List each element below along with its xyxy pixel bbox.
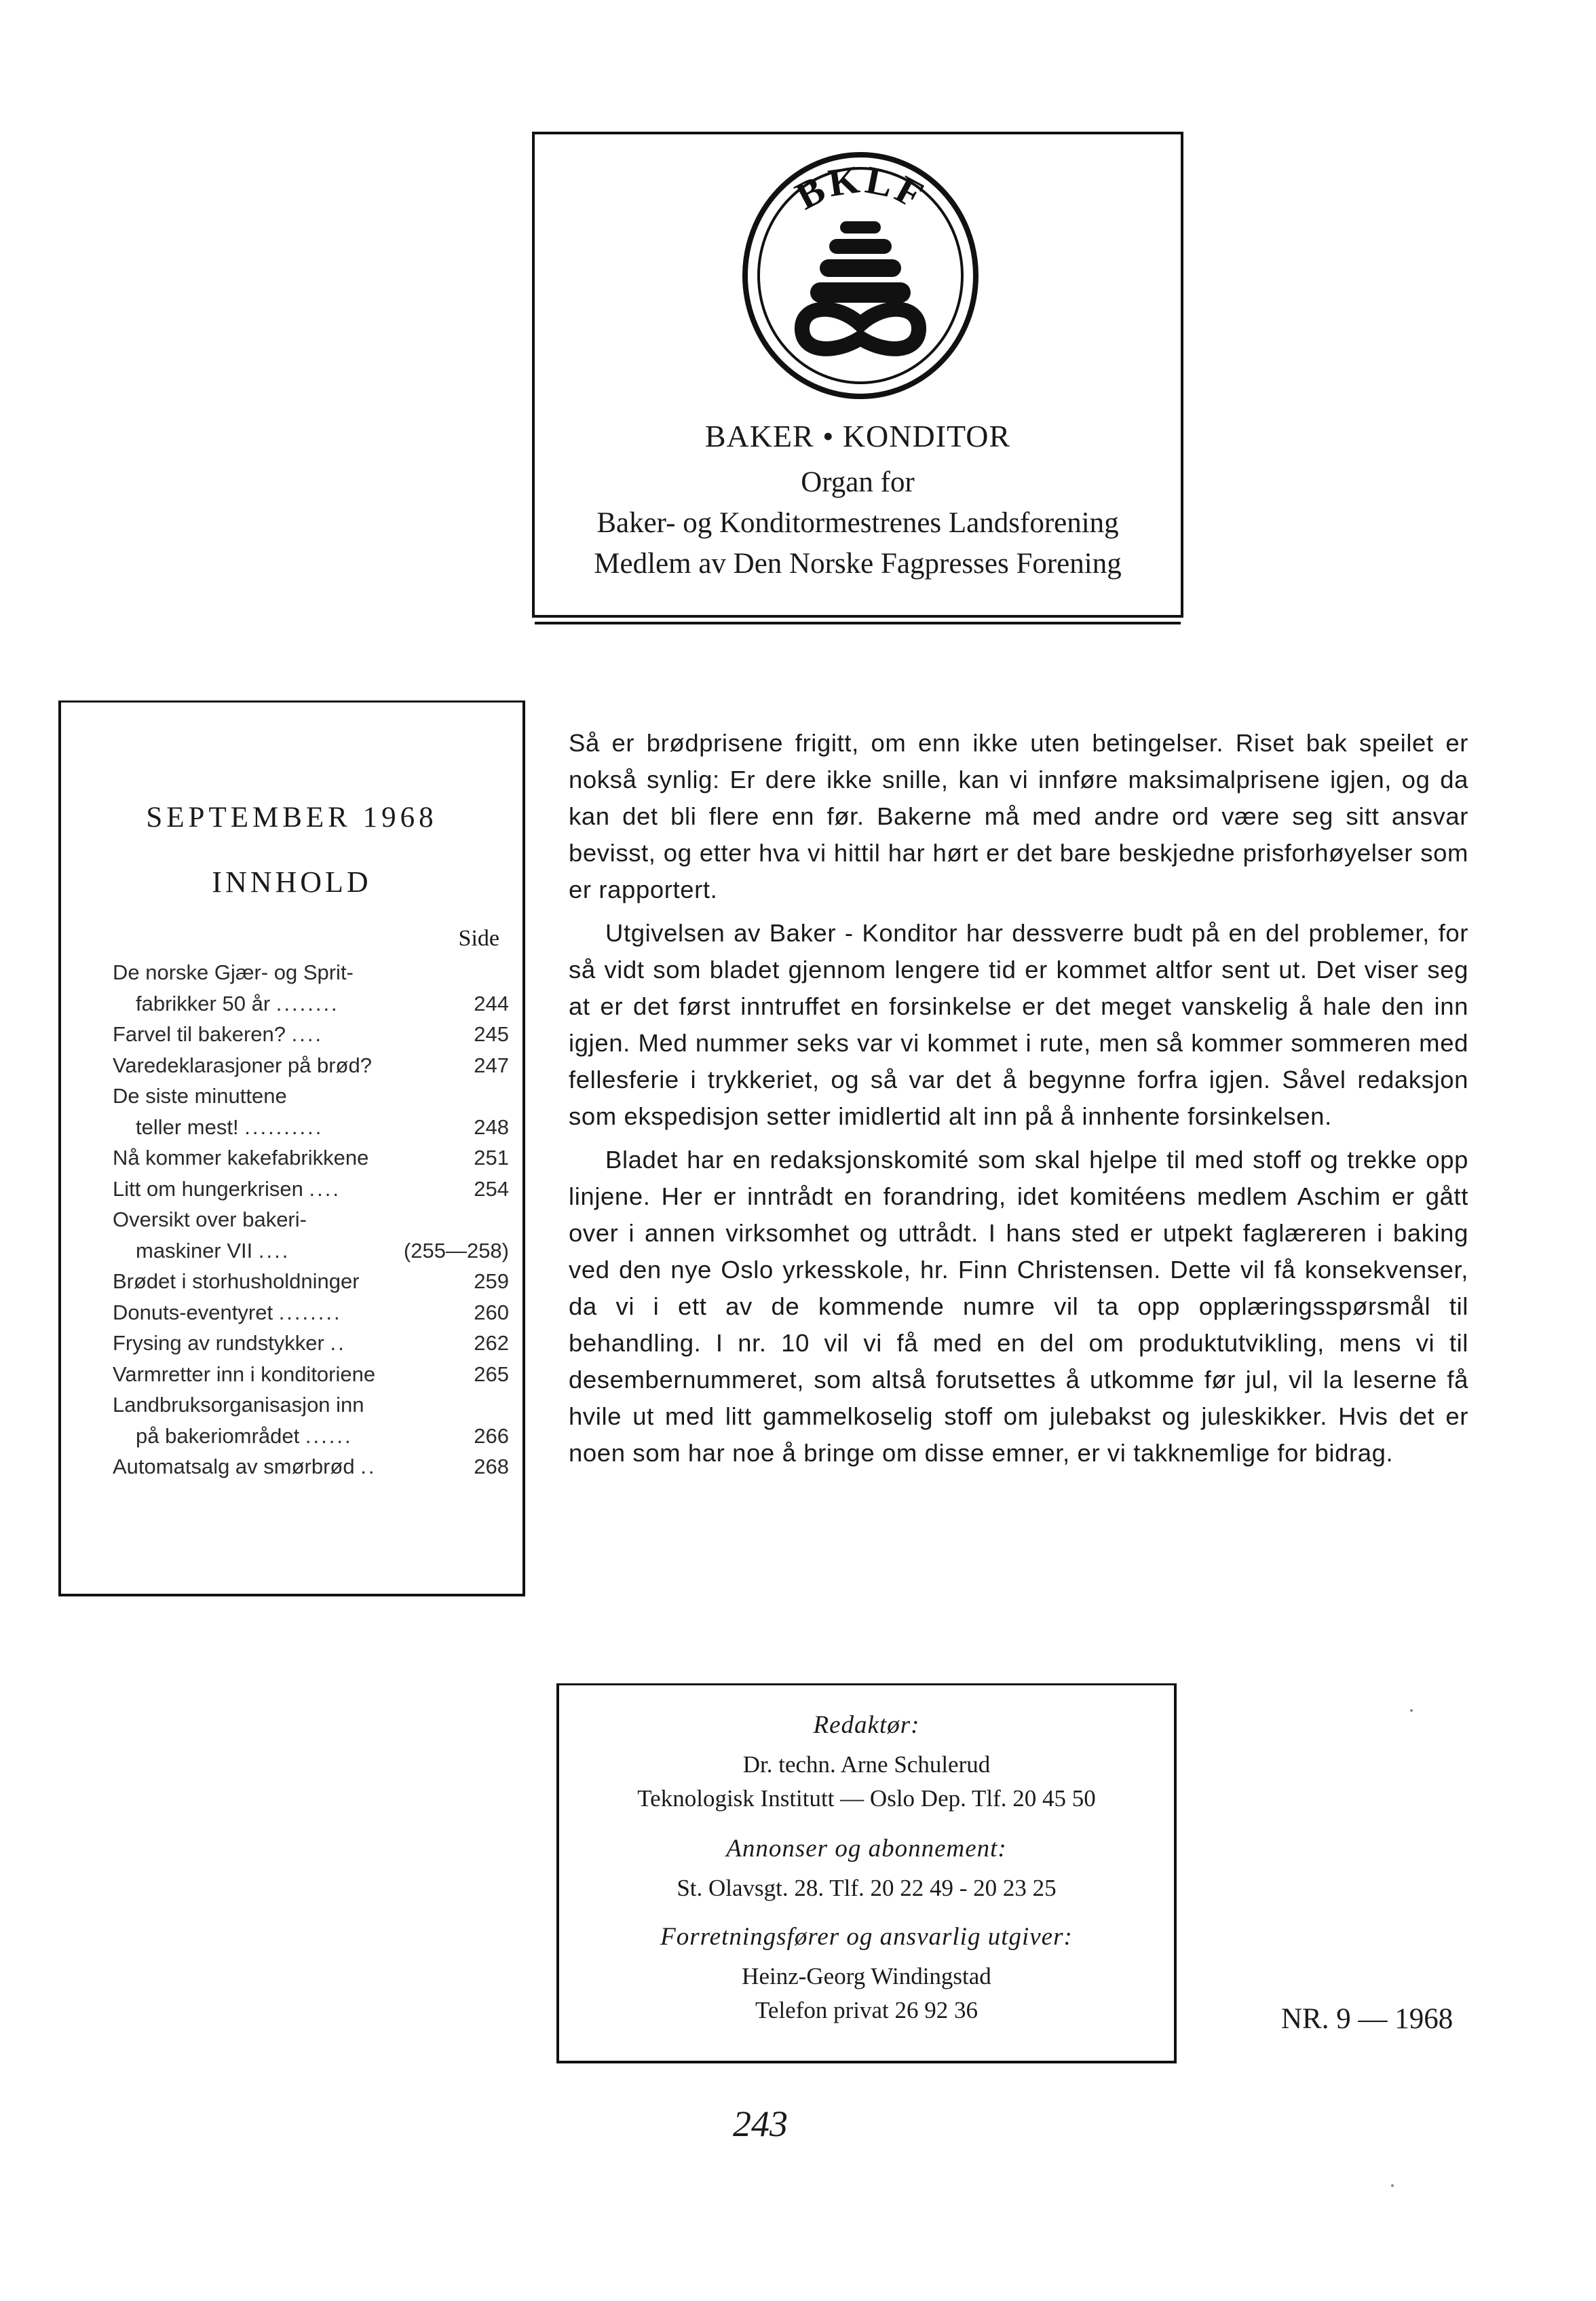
contents-entry [113,1142,509,1174]
contents-entry [113,1389,509,1451]
leader-dots: .. [360,1455,377,1478]
leader-dots: ...... [305,1423,353,1448]
contents-entry-title: De norske Gjær- og Sprit- [113,960,354,984]
contents-entry-title: Litt om hungerkrisen [113,1176,303,1201]
contents-entry [113,1081,509,1142]
issue-number: NR. 9 — 1968 [1281,2003,1454,2035]
contents-entry [113,1359,509,1390]
contents-entry-title: fabrikker 50 år [136,991,271,1015]
contents-entry-title: Farvel til bakeren? [113,1022,286,1046]
print-speck [1391,2184,1394,2187]
contents-entry-line [113,1389,509,1421]
contents-entry-line [113,1174,509,1205]
contents-heading: INNHOLD [212,865,372,899]
association-line: Baker- og Konditormestrenes Landsforening [596,507,1119,539]
contents-entry [113,1019,509,1050]
contents-entry [113,1328,509,1359]
contents-entry [113,1204,509,1266]
contents-entry-title: på bakeriområdet [136,1423,300,1448]
contents-entry-title: Frysing av rundstykker [113,1331,324,1355]
contents-entry-title: Brødet i storhusholdninger [113,1269,360,1293]
contents-entry-page: 254 [474,1176,509,1201]
contents-entry-title: Landbruksorganisasjon inn [113,1393,364,1417]
contents-entry-line [113,1266,509,1297]
contents-entry-title: Nå kommer kakefabrikkene [113,1146,369,1170]
logo-text: BKLF [788,156,933,219]
paragraph: Bladet har en redaksjonskomité som skal hjelpe til med stoff og trekke opp linjene. Her er inntrådt en forandring, idet komitéens medlem Aschim er gått over i annen virksomhet og uttrådt. I hans sted er utpekt faglæreren i baking ved den nye Oslo yrkesskole, hr. Finn Christensen. Dette vil få konsekvenser, da vi i ett av de kommende numre vil ta opp opplæringsspørsmål til behandling. I nr. 10 vil vi få med en del om produktutvikling, mens vi til desembernummeret, som altså forutsettes å utkomme før jul, vil la leserne få hvile ut med litt gammelkoselig stoff om julebakst og juleskikker. Hvis det er noen som har noe å bringe om disse emner, er vi takknemlige for bidrag. [569,1146,1468,1467]
contents-entry-line [113,1359,509,1390]
leader-dots: .... [309,1176,341,1201]
contents-entry-title: Automatsalg av smørbrød [113,1455,355,1478]
contents-entry-page: 268 [474,1455,509,1478]
contents-entry-page: 251 [474,1146,509,1170]
editor-box [556,1683,1177,2063]
contents-entry-line [113,1050,509,1081]
contents-box [58,700,525,1596]
contents-entry-page: 245 [474,1022,509,1046]
contents-entry-line [113,1297,509,1328]
magazine-title: BAKER • KONDITOR [704,419,1011,453]
contents-entry-line [113,1112,509,1143]
contents-entry-line [113,957,509,988]
issue-month: SEPTEMBER 1968 [146,802,438,834]
leader-dots: ........ [276,991,339,1015]
contents-entry [113,957,509,1019]
ads-address: St. Olavsgt. 28. Tlf. 20 22 49 - 20 23 25 [677,1875,1057,1901]
contents-entry-line [113,1019,509,1050]
contents-entry-title: Oversikt over bakeri- [113,1208,307,1231]
contents-entry-page: 265 [474,1362,509,1386]
contents-entry-line [113,1204,509,1235]
contents-entry-page: 247 [474,1053,509,1077]
bklf-logo [736,147,985,405]
contents-entry-title: De siste minuttene [113,1084,287,1108]
leader-dots: .. [330,1331,346,1355]
leader-dots: .......... [244,1115,324,1139]
contents-entry [113,1297,509,1328]
contents-entry-title: Varedeklarasjoner på brød? [113,1053,372,1077]
masthead-box [532,132,1183,618]
editor-label: Redaktør: [813,1711,920,1739]
contents-entry-line [113,1421,509,1452]
contents-entry-title: teller mest! [136,1115,239,1139]
contents-entry-page: 260 [474,1300,509,1324]
contents-list [113,957,509,1482]
contents-entry-page: 266 [474,1423,509,1448]
leader-dots: .... [291,1022,324,1046]
editor-name: Dr. techn. Arne Schulerud [742,1751,991,1778]
print-speck [1410,1709,1413,1712]
contents-entry-line [113,1142,509,1174]
contents-entry-page: 259 [474,1269,509,1293]
contents-entry-title: maskiner VII [136,1238,253,1262]
leader-dots: .... [258,1238,290,1262]
contents-entry [113,1050,509,1081]
contents-entry [113,1451,509,1482]
contents-entry-page: 248 [474,1115,509,1139]
contents-entry-page: (255—258) [403,1238,509,1262]
contents-entry-page: 244 [474,991,509,1015]
page-number: 243 [733,2103,788,2144]
paragraph: Utgivelsen av Baker - Konditor har dessverre budt på en del problemer, for så vidt som bladet gjennom lengere tid er kommet altfor sent ut. Det viser seg at er det først inntruffet en forsinkelse er det meget vanskelig å hale den inn igjen. Med nummer seks var vi kommet i rute, men så kommer sommeren med fellesferie i trykkeriet, og så var det å begynne forfra igjen. Såvel redaksjon som ekspedisjon setter imidlertid alt inn på å innhente forsinkelsen. [569,919,1468,1130]
manager-phone: Telefon privat 26 92 36 [755,1997,978,2023]
editor-address: Teknologisk Institutt — Oslo Dep. Tlf. 20 45 50 [637,1785,1096,1812]
contents-entry-line [113,1451,509,1482]
contents-entry [113,1266,509,1297]
contents-entry-line [113,1081,509,1112]
contents-entry [113,1174,509,1205]
membership-line: Medlem av Den Norske Fagpresses Forening [594,548,1122,580]
side-column-label: Side [458,926,499,951]
ads-label: Annonser og abonnement: [726,1835,1007,1863]
contents-entry-title: Donuts-eventyret [113,1300,273,1324]
organ-line: Organ for [801,466,915,498]
manager-name: Heinz-Georg Windingstad [742,1963,991,1989]
contents-entry-line [113,988,509,1019]
paragraph: Så er brødprisene frigitt, om enn ikke uten betingelser. Riset bak speilet er nokså synlig: Er dere ikke snille, kan vi innføre maksimalprisene igjen, og da kan det bli flere enn før. Bakerne må med andre ord være seg sitt ansvar bevisst, og etter hva vi hittil har hørt er det bare beskjedne prisforhøyelser som er rapportert. [569,729,1468,903]
editorial-text [569,725,1468,1478]
contents-entry-page: 262 [474,1331,509,1355]
contents-entry-title: Varmretter inn i konditoriene [113,1362,376,1386]
leader-dots: ........ [278,1300,342,1324]
contents-entry-line [113,1328,509,1359]
manager-label: Forretningsfører og ansvarlig utgiver: [660,1923,1073,1951]
